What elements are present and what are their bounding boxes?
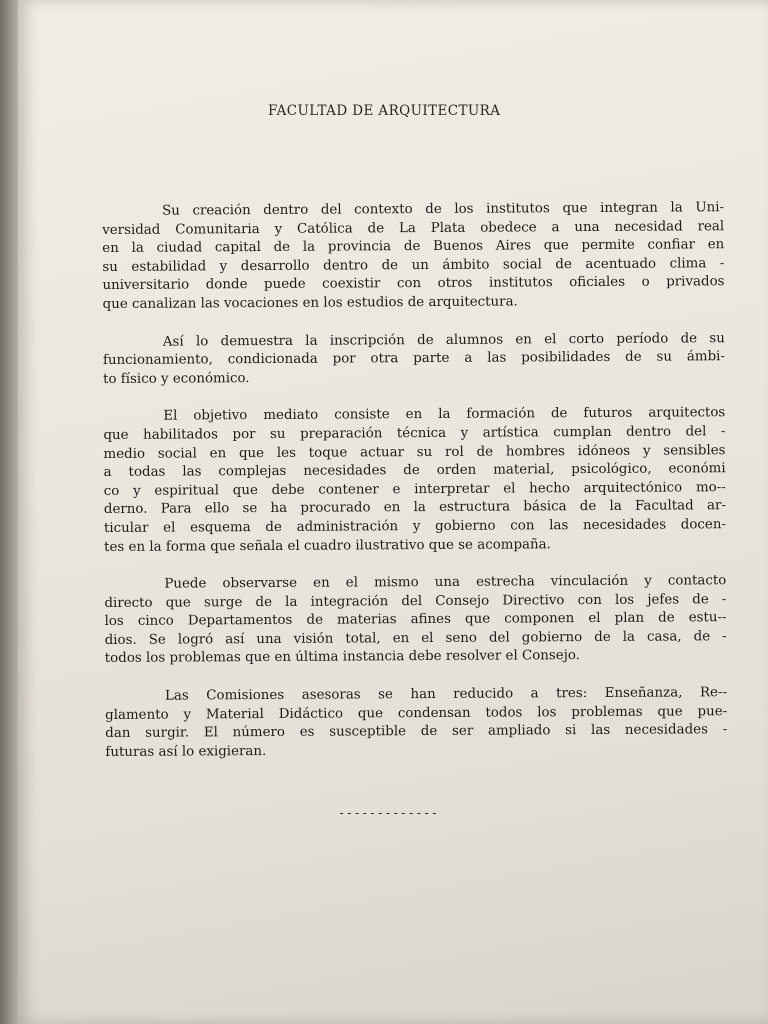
text-line: derno. Para ello se ha procurado en la estructura básica de la Facultad ar- <box>103 498 726 518</box>
text-line: versidad Comunitaria y Católica de La Plata obedece a una necesidad real <box>102 218 725 238</box>
page-title: FACULTAD DE ARQUITECTURA <box>268 103 501 119</box>
text-line: co y espiritual que debe contener e interpretar el hecho arquitectónico mo-- <box>103 479 726 499</box>
text-line: medio social en que les toque actuar su rol de hombres idóneos y sensibles <box>103 442 726 462</box>
document-page <box>18 0 768 1024</box>
paragraph-5 <box>105 684 727 762</box>
paragraph-3 <box>103 405 726 558</box>
text-line: Las Comisiones asesoras se han reducido a tres: Enseñanza, Re-- <box>164 685 728 704</box>
section-divider: ------------- <box>338 806 439 820</box>
text-line: los cinco Departamentos de materias afines que componen el plan de estu-- <box>104 610 727 630</box>
text-line: Así lo demuestra la inscripción de alumnos en el corto período de su <box>162 330 725 350</box>
body-text <box>102 199 728 781</box>
paragraph-2 <box>103 330 725 390</box>
text-line: su estabilidad y desarrollo dentro de un ámbito social de acentuado clima - <box>102 255 725 275</box>
text-line: glamento y Material Didáctico que condensan todos los problemas que pue- <box>105 703 728 723</box>
text-line: to físico y económico. <box>103 370 250 387</box>
text-line: ticular el esquema de administración y gobierno con las necesidades docen- <box>103 517 727 536</box>
text-line: todos los problemas que en última instancia debe resolver el Consejo. <box>104 648 580 667</box>
text-line: funcionamiento, condicionada por otra parte a las posibilidades de su ámbi- <box>102 349 725 369</box>
text-line: que habilitados por su preparación técnica y artística cumplan dentro del - <box>103 424 726 443</box>
text-line: dios. Se logró así una visión total, en el seno del gobierno de la casa, de - <box>104 629 727 648</box>
paragraph-4 <box>104 572 727 669</box>
text-line: en la ciudad capital de la provincia de Buenos Aires que permite confiar en <box>102 237 725 257</box>
text-line: futuras así lo exigieran. <box>105 743 267 760</box>
text-line: Su creación dentro del contexto de los institutos que integran la Uni- <box>162 200 725 219</box>
text-line: Puede observarse en el mismo una estrecha vinculación y contacto <box>164 573 727 592</box>
text-line: tes en la forma que señala el cuadro ilustrativo que se acompaña. <box>104 536 551 555</box>
text-line: El objetivo mediato consiste en la formación de futuros arquitectos <box>163 405 726 424</box>
text-line: a todas las complejas necesidades de orden material, psicológico, económi <box>103 461 726 481</box>
text-line: que canalizan las vocaciones en los estudios de arquitectura. <box>102 294 518 312</box>
paragraph-1 <box>102 199 725 314</box>
text-line: dan surgir. El número es susceptible de ser ampliado si las necesidades - <box>105 722 728 742</box>
text-line: directo que surge de la integración del Consejo Directivo con los jefes de - <box>104 591 727 611</box>
text-line: universitario donde puede coexistir con otros institutos oficiales o privados <box>102 274 725 294</box>
